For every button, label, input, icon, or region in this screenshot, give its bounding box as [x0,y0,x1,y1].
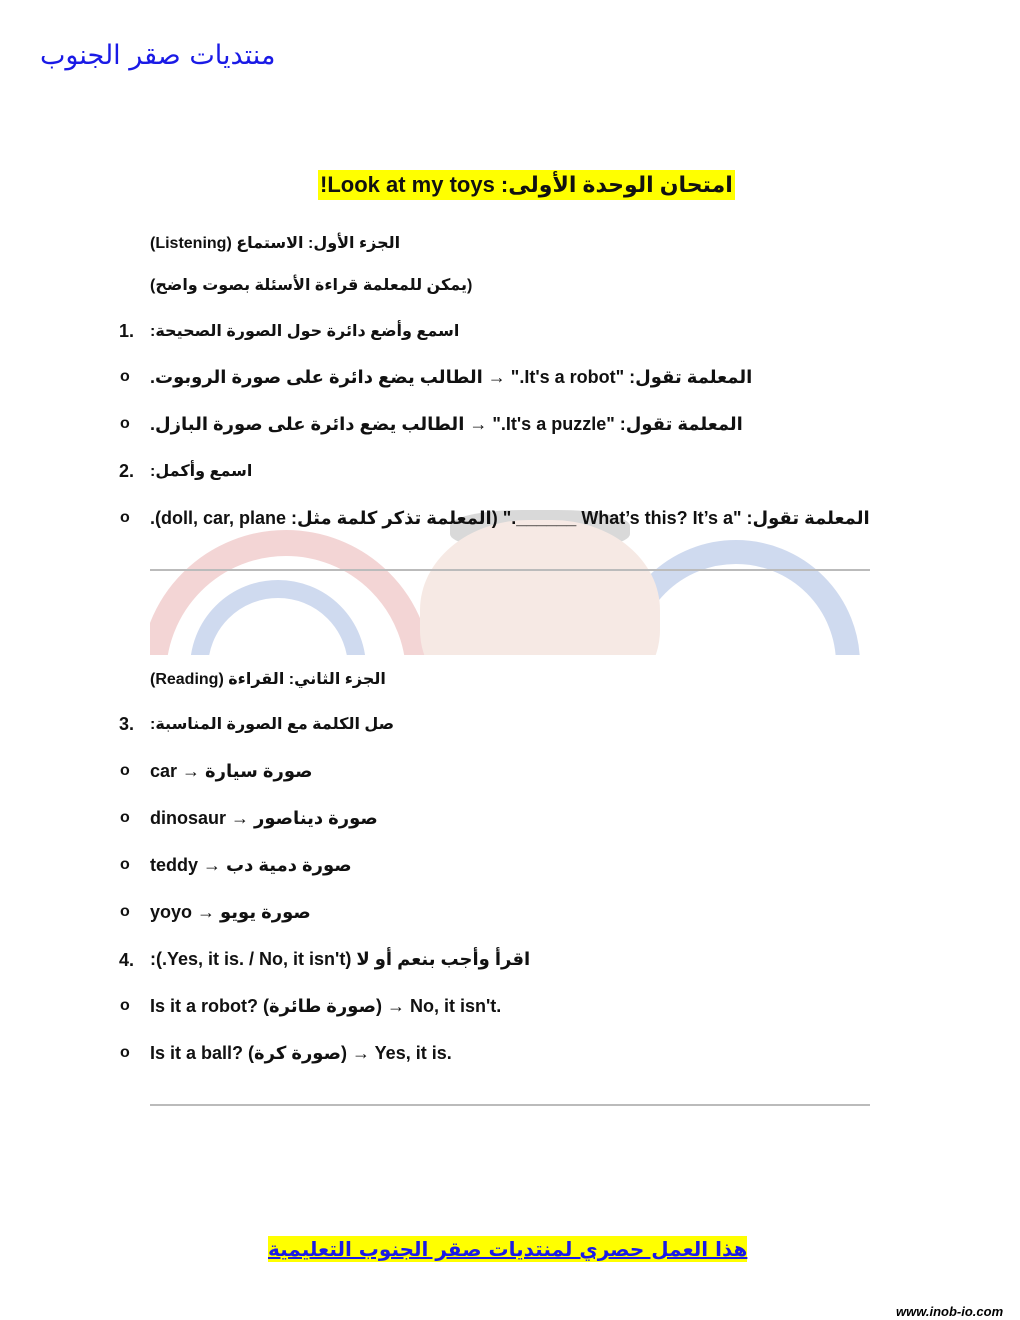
bullet-icon: o [120,809,130,826]
exam-title: امتحان الوحدة الأولى: Look at my toys! [318,170,735,200]
bullet-icon: o [120,509,130,526]
bullet-icon: o [120,903,130,920]
question-text: اسمع وأكمل: [150,463,253,480]
bullet-icon: o [120,415,130,432]
part1-heading: الجزء الأول: الاستماع (Listening) [150,235,401,252]
list-item: dinosaur → صورة ديناصور [150,808,378,828]
list-item: المعلمة تقول: "What’s this? It’s a ______." (المعلمة تذكر كلمة مثل: doll, car, plane). [150,508,870,528]
list-item: yoyo → صورة يويو [150,902,311,922]
question-text: صل الكلمة مع الصورة المناسبة: [150,716,395,733]
bullet-icon: o [120,856,130,873]
list-item: المعلمة تقول: "It's a robot." → الطالب يضع دائرة على صورة الروبوت. [150,367,753,387]
question-text: اسمع وأضع دائرة حول الصورة الصحيحة: [150,323,460,340]
bullet-icon: o [120,762,130,779]
site-name: منتديات صقر الجنوب [40,40,276,71]
footer-exclusive-notice[interactable]: هذا العمل حصري لمنتديات صقر الجنوب التعليمية [268,1237,748,1261]
divider [150,1104,870,1106]
list-item: المعلمة تقول: "It's a puzzle." → الطالب يضع دائرة على صورة البازل. [150,414,743,434]
part2-heading: الجزء الثاني: القراءة (Reading) [150,671,386,688]
question-number: 4. [119,950,135,970]
bullet-icon: o [120,1044,130,1061]
question-number: 2. [119,461,135,481]
list-item: car → صورة سيارة [150,761,313,781]
bullet-icon: o [120,368,130,385]
part1-note: (يمكن للمعلمة قراءة الأسئلة بصوت واضح) [150,277,473,294]
divider [150,569,870,571]
question-number: 1. [119,321,135,341]
list-item: teddy → صورة دمية دب [150,855,352,875]
question-text: اقرأ وأجب بنعم أو لا (Yes, it is. / No, it isn't.): [150,949,531,969]
bullet-icon: o [120,997,130,1014]
list-item: Is it a robot? (صورة طائرة) → No, it isn't. [150,996,502,1016]
list-item: Is it a ball? (صورة كرة) → Yes, it is. [150,1043,452,1063]
site-url: www.inob-io.com [896,1304,1004,1319]
background-watermark-image [150,510,870,655]
question-number: 3. [119,714,135,734]
